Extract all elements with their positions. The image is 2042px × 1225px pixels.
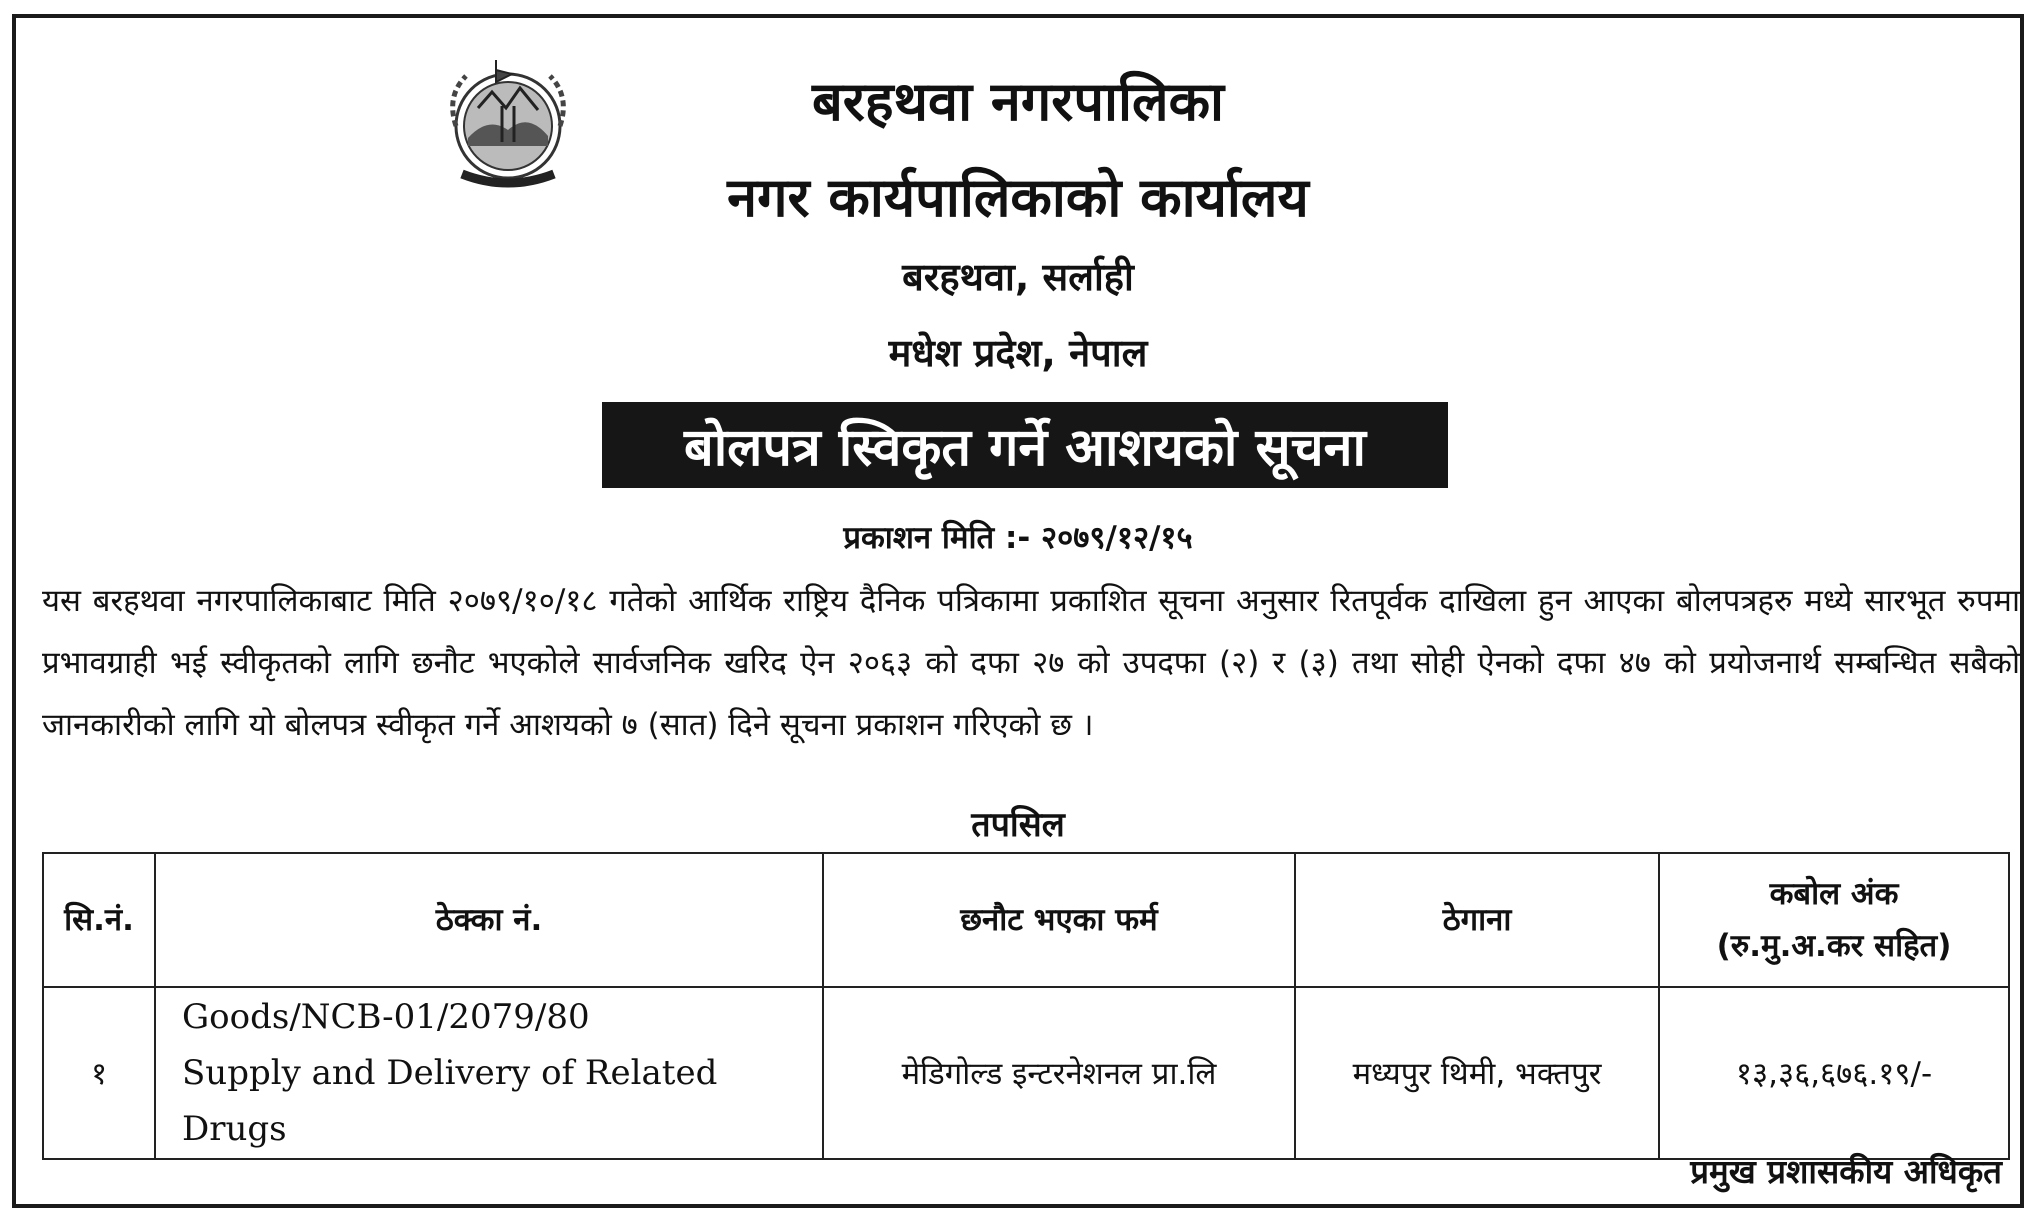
col-header-amount-line2: (रु.मु.अ.कर सहित)	[1716, 928, 1952, 964]
table-row	[43, 987, 2009, 1159]
col-header-amount	[1659, 853, 2009, 987]
office-name: नगर कार्यपालिकाको कार्यालय	[727, 166, 1309, 229]
table-header-row	[43, 853, 2009, 987]
cell-contract-desc: Supply and Delivery of Related Drugs	[182, 1053, 718, 1149]
office-location: बरहथवा, सर्लाही	[902, 255, 1134, 299]
notice-title-banner: बोलपत्र स्विकृत गर्ने आशयको सूचना	[602, 402, 1448, 488]
publication-date: प्रकाशन मिति :- २०७९/१२/१५	[843, 520, 1193, 556]
cell-contract	[155, 987, 823, 1159]
col-header-amount-line1: कबोल अंक	[1769, 876, 1899, 912]
signatory-title: प्रमुख प्रशासकीय अधिकृत	[1690, 1152, 2002, 1191]
cell-contract-no: Goods/NCB-01/2079/80	[182, 997, 590, 1037]
cell-firm: मेडिगोल्ड इन्टरनेशनल प्रा.लि	[823, 987, 1295, 1159]
notice-page	[12, 14, 2024, 1208]
province-country: मधेश प्रदेश, नेपाल	[888, 331, 1148, 375]
col-header-contract-no: ठेक्का नं.	[155, 853, 823, 987]
municipality-name: बरहथवा नगरपालिका	[811, 70, 1225, 133]
schedule-heading: तपसिल	[971, 805, 1065, 845]
col-header-address: ठेगाना	[1295, 853, 1659, 987]
notice-body: यस बरहथवा नगरपालिकाबाट मिति २०७९/१०/१८ गतेको आर्थिक राष्ट्रिय दैनिक पत्रिकामा प्रकाशित सूचना अनुसार रितपूर्वक दाखिला हुन आएका बोलपत्रहरु मध्ये सारभूत रुपमा प्रभावग्राही भई स्वीकृतको लागि छनौट भएकोले सार्वजनिक खरिद ऐन २०६३ को दफा २७ को उपदफा (२) र (३) तथा सोही ऐनको दफा ४७ को प्रयोजनार्थ सम्बन्धित सबैको जानकारीको लागि यो बोलपत्र स्वीकृत गर्ने आशयको ७ (सात) दिने सूचना प्रकाशन गरिएको छ ।	[42, 583, 2020, 743]
cell-amount: १३,३६,६७६.१९/-	[1659, 987, 2009, 1159]
bid-table	[42, 852, 2010, 1160]
cell-sn: १	[43, 987, 155, 1159]
col-header-sn: सि.नं.	[43, 853, 155, 987]
col-header-firm: छनौट भएका फर्म	[823, 853, 1295, 987]
cell-address: मध्यपुर थिमी, भक्तपुर	[1295, 987, 1659, 1159]
